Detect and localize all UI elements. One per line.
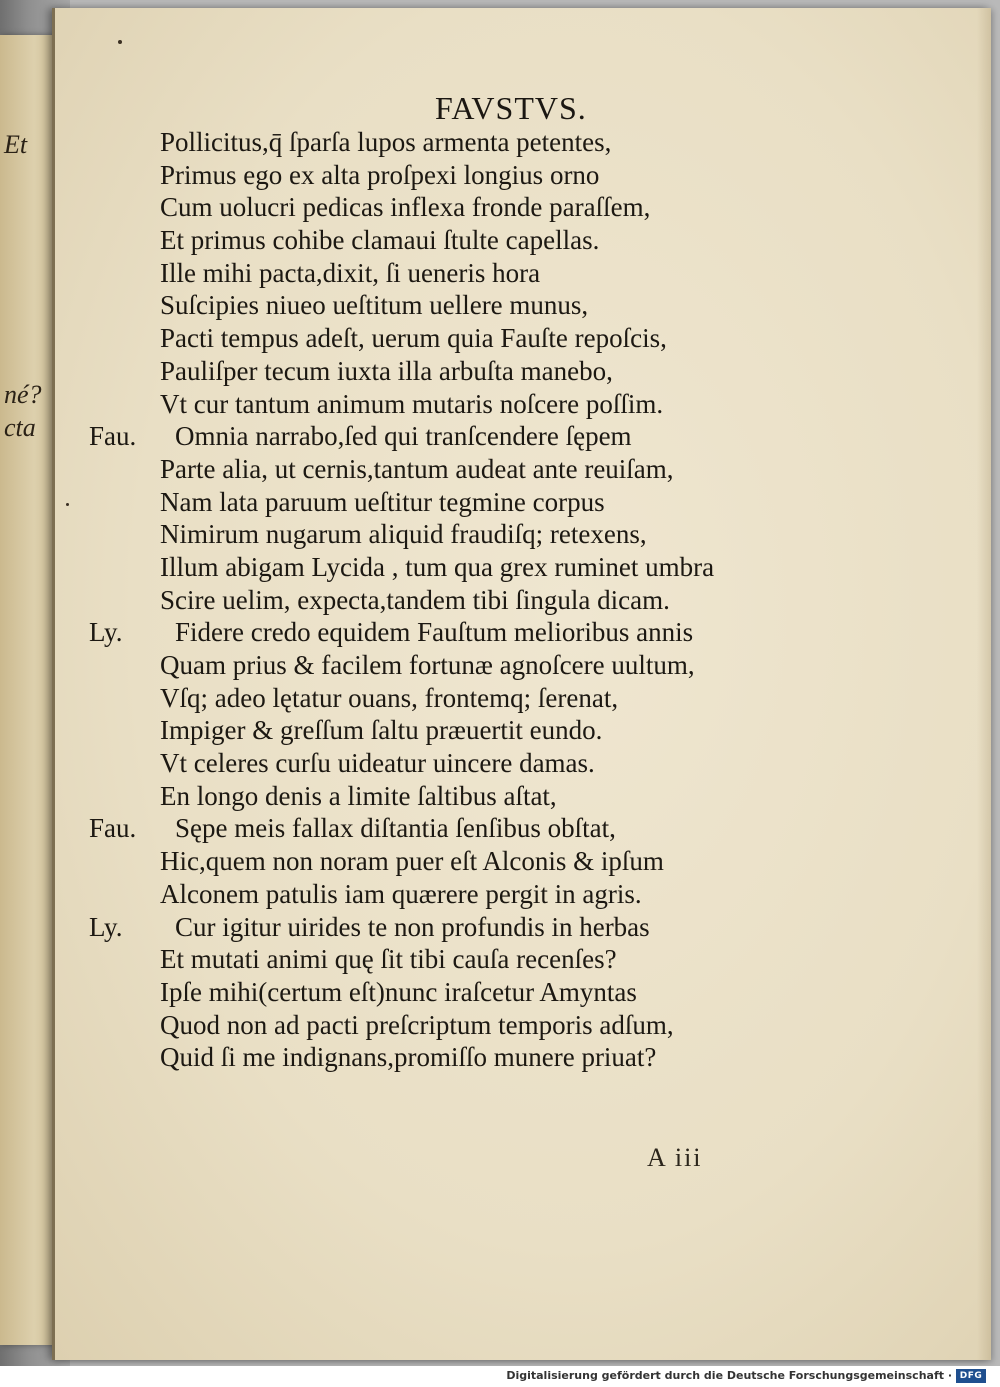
verse-line [55,355,991,388]
verse-text: Ipſe mihi(certum eſt)nunc iraſcetur Amyntas [160,976,637,1007]
verse-text: Vſq; adeo lętatur ouans, frontemq; ſerenat, [160,682,619,713]
verse-line [55,486,991,519]
verse-line [55,257,991,290]
previous-page-fragment: cta [4,413,36,442]
digitization-footer [0,1366,1000,1387]
verse-text: Cum uolucri pedicas inflexa fronde paraſſem, [160,192,651,223]
verse-text: Primus ego ex alta proſpexi longius orno [160,159,600,190]
verse-line [55,289,991,322]
verse-line [55,551,991,584]
verse-text: Omnia narrabo,ſed qui tranſcendere ſępem [175,421,632,452]
verse-line [55,780,991,813]
verse-line [55,126,991,159]
verse-text: Et mutati animi quę ſit tibi cauſa recenſes? [160,944,617,975]
speaker-line [55,616,991,649]
verse-text: Hic,quem non noram puer eſt Alconis & ipſum [160,846,664,877]
verse-block [55,126,991,1074]
verse-text: Et primus cohibe clamaui ſtulte capellas. [160,225,600,256]
verse-line [55,159,991,192]
dfg-logo-icon: DFG [956,1369,986,1383]
verse-line [55,322,991,355]
ink-speck [118,40,122,44]
verse-line [55,584,991,617]
verse-text: Nimirum nugarum aliquid fraudiſq; retexens, [160,519,647,550]
verse-text: Quid ſi me indignans,promiſſo munere priuat? [160,1042,657,1073]
verse-text: Pauliſper tecum iuxta illa arbuſta manebo, [160,355,613,386]
verse-line [55,682,991,715]
verse-line [55,976,991,1009]
previous-page-fragment: né? [4,380,42,409]
speaker-line [55,420,991,453]
verse-text: Cur igitur uirides te non profundis in herbas [175,911,650,942]
verse-text: Illum abigam Lycida , tum qua grex ruminet umbra [160,551,715,582]
verse-line [55,649,991,682]
signature-mark: A iii [647,1143,703,1172]
verse-text: Pacti tempus adeſt, uerum quia Fauſte repoſcis, [160,323,667,354]
verse-line [55,388,991,421]
verse-line [55,453,991,486]
verse-line [55,224,991,257]
verse-text: En longo denis a limite ſaltibus aſtat, [160,780,557,811]
verse-text: Quam prius & facilem fortunæ agnoſcere uultum, [160,650,695,680]
verse-line [55,878,991,911]
speaker-line [55,911,991,944]
verse-text: Pollicitus,q̄ ſparſa lupos armenta petentes, [160,127,612,157]
verse-text: Impiger & greſſum ſaltu præuertit eundo. [160,715,603,746]
verse-text: Vt celeres curſu uideatur uincere damas. [160,748,595,779]
speaker-label: Ly. [89,617,123,648]
verse-text: Alconem patulis iam quærere pergit in agris. [160,878,642,909]
dfg-credit-text: Digitalisierung gefördert durch die Deutsche Forschungsgemeinschaft · [506,1369,952,1382]
verse-text: Parte alia, ut cernis,tantum audeat ante reuiſam, [160,453,674,484]
verse-line [55,191,991,224]
verse-text: Fidere credo equidem Fauſtum melioribus annis [175,617,694,648]
verse-line [55,1009,991,1042]
speaker-label: Ly. [89,911,123,942]
verse-text: Ille mihi pacta,dixit, ſi ueneris hora [160,257,541,288]
verse-text: Sępe meis fallax diſtantia ſenſibus obſtat, [175,813,616,844]
ink-speck [66,503,69,506]
running-head: FAVSTVS. [435,90,587,126]
verse-line [55,518,991,551]
speaker-label: Fau. [89,813,137,844]
previous-page-fragment: Et [4,130,28,159]
verse-text: Vt cur tantum animum mutaris noſcere poſſim. [160,388,664,419]
speaker-line [55,812,991,845]
speaker-label: Fau. [89,421,137,452]
verse-text: Suſcipies niueo ueſtitum uellere munus, [160,290,589,321]
verse-line [55,714,991,747]
verse-text: Scire uelim, expecta,tandem tibi ſingula dicam. [160,584,670,615]
verse-line [55,845,991,878]
verse-line [55,943,991,976]
verse-line [55,747,991,780]
book-page [52,8,991,1360]
verse-text: Quod non ad pacti preſcriptum temporis adſum, [160,1009,674,1040]
verse-text: Nam lata paruum ueſtitur tegmine corpus [160,486,605,517]
verse-line [55,1041,991,1074]
